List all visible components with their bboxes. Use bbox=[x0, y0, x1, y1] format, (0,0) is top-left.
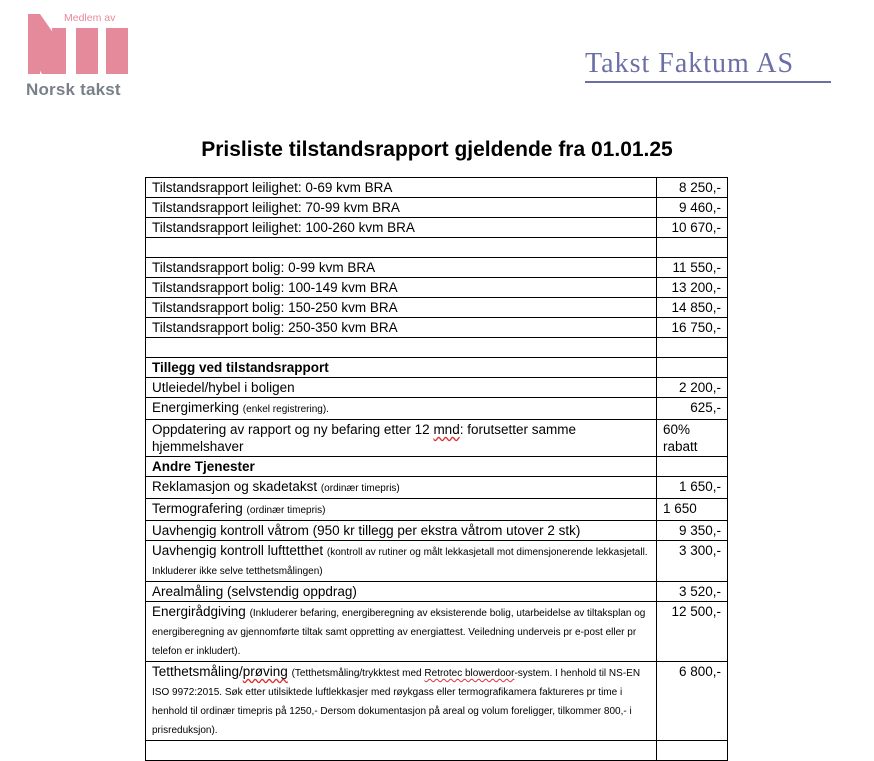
table-row bbox=[146, 602, 728, 662]
item-label bbox=[146, 541, 657, 582]
page-title: Prisliste tilstandsrapport gjeldende fra 01.01.25 bbox=[201, 138, 673, 161]
wordmark-underline bbox=[585, 81, 831, 83]
item-label-text: Oppdatering av rapport og ny befaring etter 12 bbox=[152, 422, 434, 437]
item-note: (enkel registrering). bbox=[242, 404, 329, 415]
table-row bbox=[146, 298, 728, 318]
item-label bbox=[146, 499, 657, 521]
item-label: Tilstandsrapport leilighet: 100-260 kvm BRA bbox=[146, 218, 657, 238]
item-label bbox=[146, 662, 657, 741]
table-row bbox=[146, 477, 728, 499]
section-heading-row bbox=[146, 358, 728, 378]
table-row bbox=[146, 258, 728, 278]
spellcheck-word: Retrotec blowerdoor bbox=[424, 668, 515, 679]
table-row bbox=[146, 499, 728, 521]
table-row bbox=[146, 178, 728, 198]
item-price: 16 750,- bbox=[657, 318, 728, 338]
section-heading-row bbox=[146, 457, 728, 477]
table-row bbox=[146, 398, 728, 420]
norsk-takst-name: Norsk takst bbox=[26, 80, 121, 99]
item-label: Uavhengig kontroll våtrom (950 kr tillegg per ekstra våtrom utover 2 stk) bbox=[146, 521, 657, 541]
item-label-text: Energirådgiving bbox=[152, 604, 250, 619]
table-row bbox=[146, 278, 728, 298]
item-label: Tilstandsrapport bolig: 150-250 kvm BRA bbox=[146, 298, 657, 318]
item-label: Tilstandsrapport bolig: 250-350 kvm BRA bbox=[146, 318, 657, 338]
table-row bbox=[146, 318, 728, 338]
item-price: 8 250,- bbox=[657, 178, 728, 198]
table-row bbox=[146, 198, 728, 218]
item-label-text: : forutsetter samme hjemmelshaver bbox=[152, 422, 576, 454]
table-row bbox=[146, 521, 728, 541]
item-note-text: -system. I henhold til NS-EN ISO 9972:2015. Søk etter utilsiktede luftlekkasjer med røykgass eller termografikamera faktureres pr time i henhold til ordinær timepris på 1250,- Dersom dokumentasjon på areal og volum foreligger, tilkommer 800,- i prisreduksjon). bbox=[152, 668, 641, 736]
item-label bbox=[146, 602, 657, 662]
item-label: Utleiedel/hybel i boligen bbox=[146, 378, 657, 398]
item-note: (kontroll av rutiner og målt lekkasjetall mot dimensjonerende lekkasjetall. Inkluderer ikke selve tetthetsmålingen) bbox=[152, 547, 648, 577]
spellcheck-word: prøving bbox=[242, 664, 288, 679]
item-price: 3 300,- bbox=[657, 541, 728, 582]
price-table bbox=[145, 177, 728, 761]
item-label-text: Tetthetsmåling/ bbox=[152, 664, 243, 679]
item-price: 10 670,- bbox=[657, 218, 728, 238]
item-price: 9 460,- bbox=[657, 198, 728, 218]
item-price: 1 650,- bbox=[657, 477, 728, 499]
item-label: Arealmåling (selvstendig oppdrag) bbox=[146, 582, 657, 602]
table-row bbox=[146, 378, 728, 398]
section-heading-andre: Andre Tjenester bbox=[146, 457, 657, 477]
item-price: 1 650 bbox=[657, 499, 728, 521]
item-price: 2 200,- bbox=[657, 378, 728, 398]
takst-faktum-logo bbox=[585, 48, 794, 80]
item-note: (Inkluderer befaring, energiberegning av eksisterende bolig, utarbeidelse av tiltaksplan og energiberegning av gjennomførte tiltak samt oppretting av energiattest. Veiledning underveis pr e-post eller pr telefon er inkludert). bbox=[152, 608, 646, 657]
item-label bbox=[146, 420, 657, 457]
table-row bbox=[146, 420, 728, 457]
item-label: Tilstandsrapport leilighet: 0-69 kvm BRA bbox=[146, 178, 657, 198]
item-price: 12 500,- bbox=[657, 602, 728, 662]
item-label: Tilstandsrapport bolig: 100-149 kvm BRA bbox=[146, 278, 657, 298]
empty-row bbox=[146, 338, 728, 358]
item-label-text: Termografering bbox=[152, 501, 247, 516]
member-text: Medlem av bbox=[64, 12, 116, 24]
item-label: Tilstandsrapport leilighet: 70-99 kvm BRA bbox=[146, 198, 657, 218]
table-row bbox=[146, 218, 728, 238]
item-price: 14 850,- bbox=[657, 298, 728, 318]
empty-row bbox=[146, 238, 728, 258]
item-note: (ordinær timepris) bbox=[320, 483, 400, 494]
table-row bbox=[146, 582, 728, 602]
item-label bbox=[146, 477, 657, 499]
company-wordmark: Takst Faktum AS bbox=[585, 48, 795, 79]
item-label: Tilstandsrapport bolig: 0-99 kvm BRA bbox=[146, 258, 657, 278]
item-price: 9 350,- bbox=[657, 521, 728, 541]
item-price: 3 520,- bbox=[657, 582, 728, 602]
item-price: 60% rabatt bbox=[657, 420, 728, 457]
table-row bbox=[146, 662, 728, 741]
norsk-takst-emblem-icon bbox=[28, 14, 130, 76]
table-row bbox=[146, 541, 728, 582]
item-price: 625,- bbox=[657, 398, 728, 420]
item-label-text: Energimerking bbox=[152, 400, 243, 415]
item-price: 11 550,- bbox=[657, 258, 728, 278]
item-label-text: Uavhengig kontroll lufttetthet bbox=[152, 543, 327, 558]
spellcheck-word: mnd bbox=[433, 422, 460, 437]
item-note: (ordinær timepris) bbox=[246, 505, 326, 516]
item-price: 13 200,- bbox=[657, 278, 728, 298]
item-price: 6 800,- bbox=[657, 662, 728, 741]
item-note-text: (Tetthetsmåling/trykktest med bbox=[291, 668, 425, 679]
norsk-takst-logo bbox=[26, 12, 138, 100]
item-label-text: Reklamasjon og skadetakst bbox=[152, 479, 321, 494]
item-label bbox=[146, 398, 657, 420]
section-heading-tillegg: Tillegg ved tilstandsrapport bbox=[146, 358, 657, 378]
